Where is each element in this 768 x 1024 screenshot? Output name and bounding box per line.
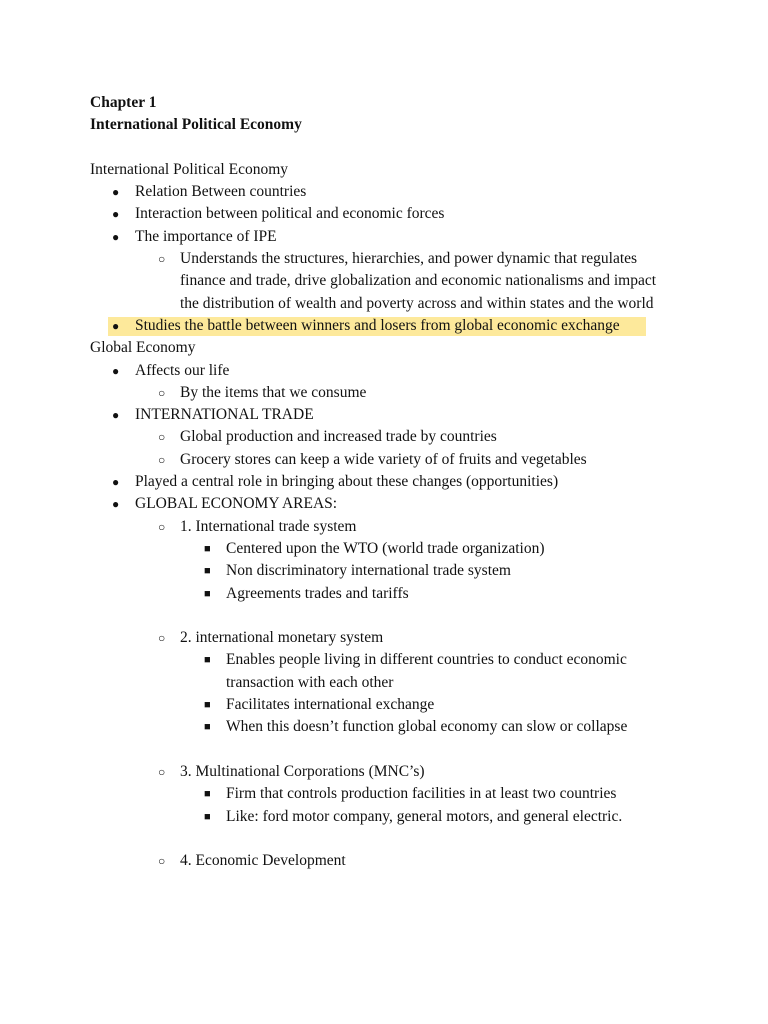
bullet-square-icon: ■	[204, 699, 211, 712]
bullet-disc-icon: ●	[112, 408, 120, 423]
bullet-circle-icon: ○	[158, 430, 166, 445]
list-item: ■ Enables people living in different countries to conduct economic transaction with each other	[204, 651, 627, 691]
chapter-label: Chapter 1	[90, 94, 157, 111]
bullet-disc-icon: ●	[112, 363, 120, 378]
list-item: ● GLOBAL ECONOMY AREAS:	[90, 493, 690, 515]
bullet-square-icon: ■	[204, 587, 211, 600]
list-item: ■ When this doesn’t function global economy can slow or collapse	[90, 716, 690, 738]
bullet-circle-icon: ○	[158, 385, 166, 400]
list-item: ■ Centered upon the WTO (world trade organization)	[90, 538, 690, 560]
chapter-title: International Political Economy	[90, 116, 302, 134]
bullet-square-icon: ■	[204, 788, 211, 801]
bullet-square-icon: ■	[204, 721, 211, 734]
bullet-circle-icon: ○	[158, 631, 166, 646]
bullet-circle-icon: ○	[158, 452, 166, 467]
bullet-circle-icon: ○	[158, 519, 166, 534]
list-item: ■ Facilitates international exchange	[90, 694, 690, 716]
list-item: ○ Global production and increased trade by countries	[90, 426, 690, 448]
list-item: ■ Non discriminatory international trade system	[90, 560, 690, 582]
bullet-square-icon: ■	[204, 654, 211, 667]
bullet-square-icon: ■	[204, 542, 211, 555]
bullet-disc-icon: ●	[112, 497, 120, 512]
spacer	[90, 137, 690, 159]
list-item: ■ Firm that controls production facilities in at least two countries	[90, 783, 690, 805]
bullet-square-icon: ■	[204, 810, 211, 823]
list-item: ○ By the items that we consume	[90, 382, 690, 404]
highlighted-list-item: ● Studies the battle between winners and losers from global economic exchange	[90, 315, 690, 337]
list-item: ○ 2. international monetary system	[90, 627, 690, 649]
list-item: ■ Agreements trades and tariffs	[90, 583, 690, 605]
list-item: ● The importance of IPE	[90, 226, 690, 248]
spacer	[90, 739, 690, 761]
bullet-disc-icon: ●	[112, 318, 120, 333]
spacer	[90, 605, 690, 627]
spacer	[90, 828, 690, 850]
bullet-circle-icon: ○	[158, 252, 166, 267]
bullet-circle-icon: ○	[158, 854, 166, 869]
list-item: ● Interaction between political and economic forces	[90, 203, 690, 225]
list-item: ○ Understands the structures, hierarchies, and power dynamic that regulates finance and trade, drive globalization and economic nationalisms and impact the distribution of wealth and poverty across and within states and the world	[158, 250, 657, 312]
document-content	[90, 92, 690, 872]
list-item: ○ Grocery stores can keep a wide variety of of fruits and vegetables	[90, 449, 690, 471]
list-item: ● INTERNATIONAL TRADE	[90, 404, 690, 426]
list-item: ○ 4. Economic Development	[90, 850, 690, 872]
bullet-disc-icon: ●	[112, 229, 120, 244]
list-item: ● Relation Between countries	[90, 181, 690, 203]
list-item: ● Affects our life	[90, 360, 690, 382]
list-item: ■ Like: ford motor company, general motors, and general electric.	[90, 806, 690, 828]
bullet-disc-icon: ●	[112, 207, 120, 222]
bullet-circle-icon: ○	[158, 764, 166, 779]
list-item: ○ 3. Multinational Corporations (MNC’s)	[90, 761, 690, 783]
list-item: ● Played a central role in bringing about these changes (opportunities)	[90, 471, 690, 493]
section-heading-ipe: International Political Economy	[90, 160, 289, 178]
bullet-square-icon: ■	[204, 565, 211, 578]
list-item: ○ 1. International trade system	[90, 516, 690, 538]
section-heading-global: Global Economy	[90, 339, 196, 357]
bullet-disc-icon: ●	[112, 185, 120, 200]
bullet-disc-icon: ●	[112, 475, 120, 490]
